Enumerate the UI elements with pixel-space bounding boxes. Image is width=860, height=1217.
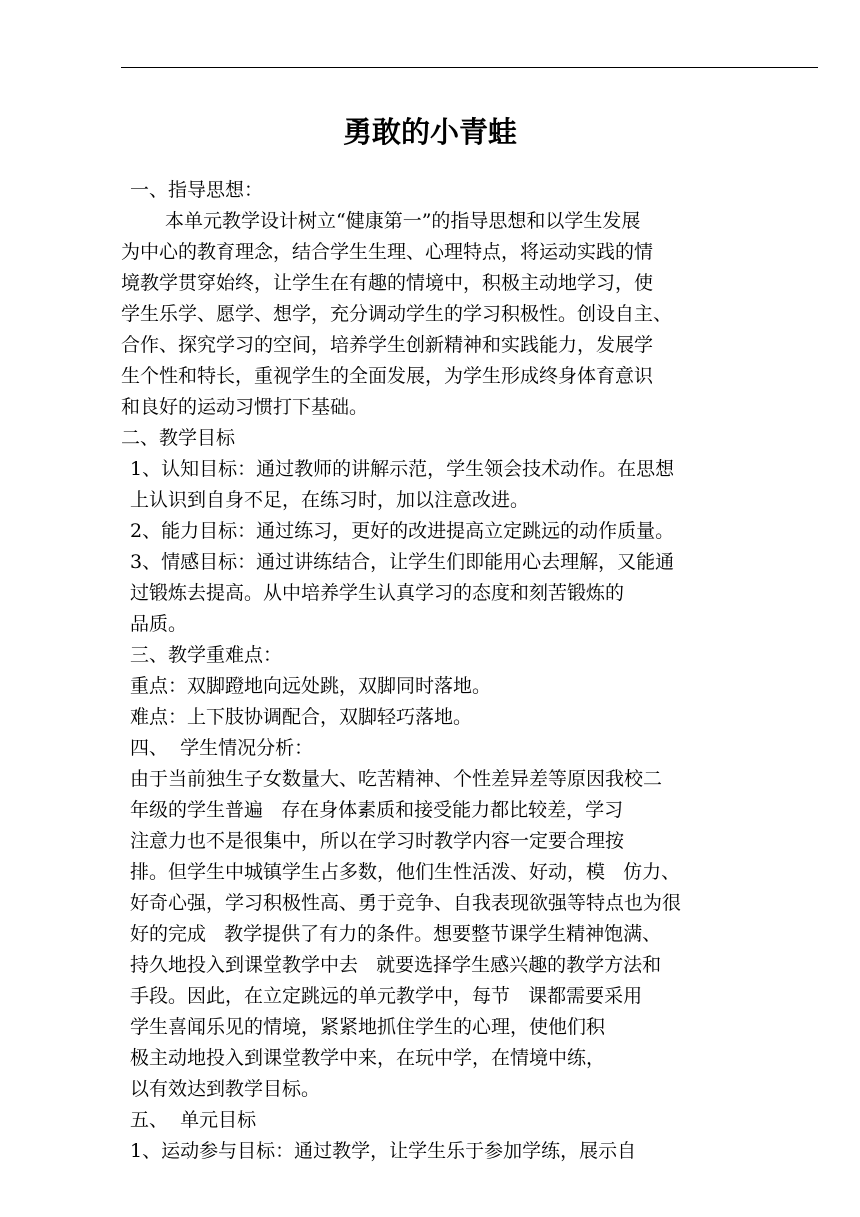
text-line: 1、认知目标：通过教师的讲解示范，学生领会技术动作。在思想 [130,458,675,480]
text-line: 四、 学生情况分析： [130,737,314,759]
text-line: 五、 单元目标 [130,1109,257,1131]
text-line: 重点：双脚蹬地向远处跳，双脚同时落地。 [130,675,492,697]
text-line: 二、教学目标 [121,427,236,449]
text-line: 难点：上下肢协调配合，双脚轻巧落地。 [130,706,473,728]
text-line: 以有效达到教学目标。 [130,1078,321,1100]
text-line: 由于当前独生子女数量大、吃苦精神、个性差异差等原因我校二 [130,768,663,790]
text-line: 3、情感目标：通过讲练结合，让学生们即能用心去理解，又能通 [130,551,675,573]
text-line: 极主动地投入到课堂教学中来，在玩中学，在情境中练， [130,1047,606,1069]
text-line: 1、运动参与目标：通过教学，让学生乐于参加学练，展示自 [130,1140,637,1162]
text-line: 本单元教学设计树立“健康第一”的指导思想和以学生发展 [165,210,641,232]
text-line: 2、能力目标：通过练习，更好的改进提高立定跳远的动作质量。 [130,520,675,542]
text-line: 学生喜闻乐见的情境，紧紧地抓住学生的心理，使他们积 [130,1016,606,1038]
text-line: 品质。 [130,613,188,635]
text-line: 和良好的运动习惯打下基础。 [121,396,369,418]
text-line: 好的完成 教学提供了有力的条件。想要整节课学生精神饱满、 [130,923,662,945]
text-line: 学生乐学、愿学、想学，充分调动学生的学习积极性。创设自主、 [121,303,673,325]
text-line: 合作、探究学习的空间，培养学生创新精神和实践能力，发展学 [121,334,654,356]
text-line: 持久地投入到课堂教学中去 就要选择学生感兴趣的教学方法和 [130,954,662,976]
document-title: 勇敢的小青蛙 [342,115,517,149]
header-rule [121,67,818,68]
text-line: 三、教学重难点： [130,644,283,666]
text-line: 手段。因此，在立定跳远的单元教学中，每节 课都需要采用 [130,985,643,1007]
document-body [0,175,860,1167]
text-line: 过锻炼去提高。从中培养学生认真学习的态度和刻苦锻炼的 [130,582,625,604]
text-line: 年级的学生普遍 存在身体素质和接受能力都比较差，学习 [130,799,624,821]
text-line: 注意力也不是很集中，所以在学习时教学内容一定要合理按 [130,830,625,852]
text-line: 上认识到自身不足，在练习时，加以注意改进。 [130,489,530,511]
text-line: 为中心的教育理念，结合学生生理、心理特点，将运动实践的情 [121,241,654,263]
text-line: 生个性和特长，重视学生的全面发展，为学生形成终身体育意识 [121,365,654,387]
text-line: 排。但学生中城镇学生占多数，他们生性活泼、好动，模 仿力、 [130,861,681,883]
text-line: 好奇心强，学习积极性高、勇于竞争、自我表现欲强等特点也为很 [130,892,682,914]
text-line: 一、指导思想： [130,179,264,201]
text-line: 境教学贯穿始终，让学生在有趣的情境中，积极主动地学习，使 [121,272,654,294]
